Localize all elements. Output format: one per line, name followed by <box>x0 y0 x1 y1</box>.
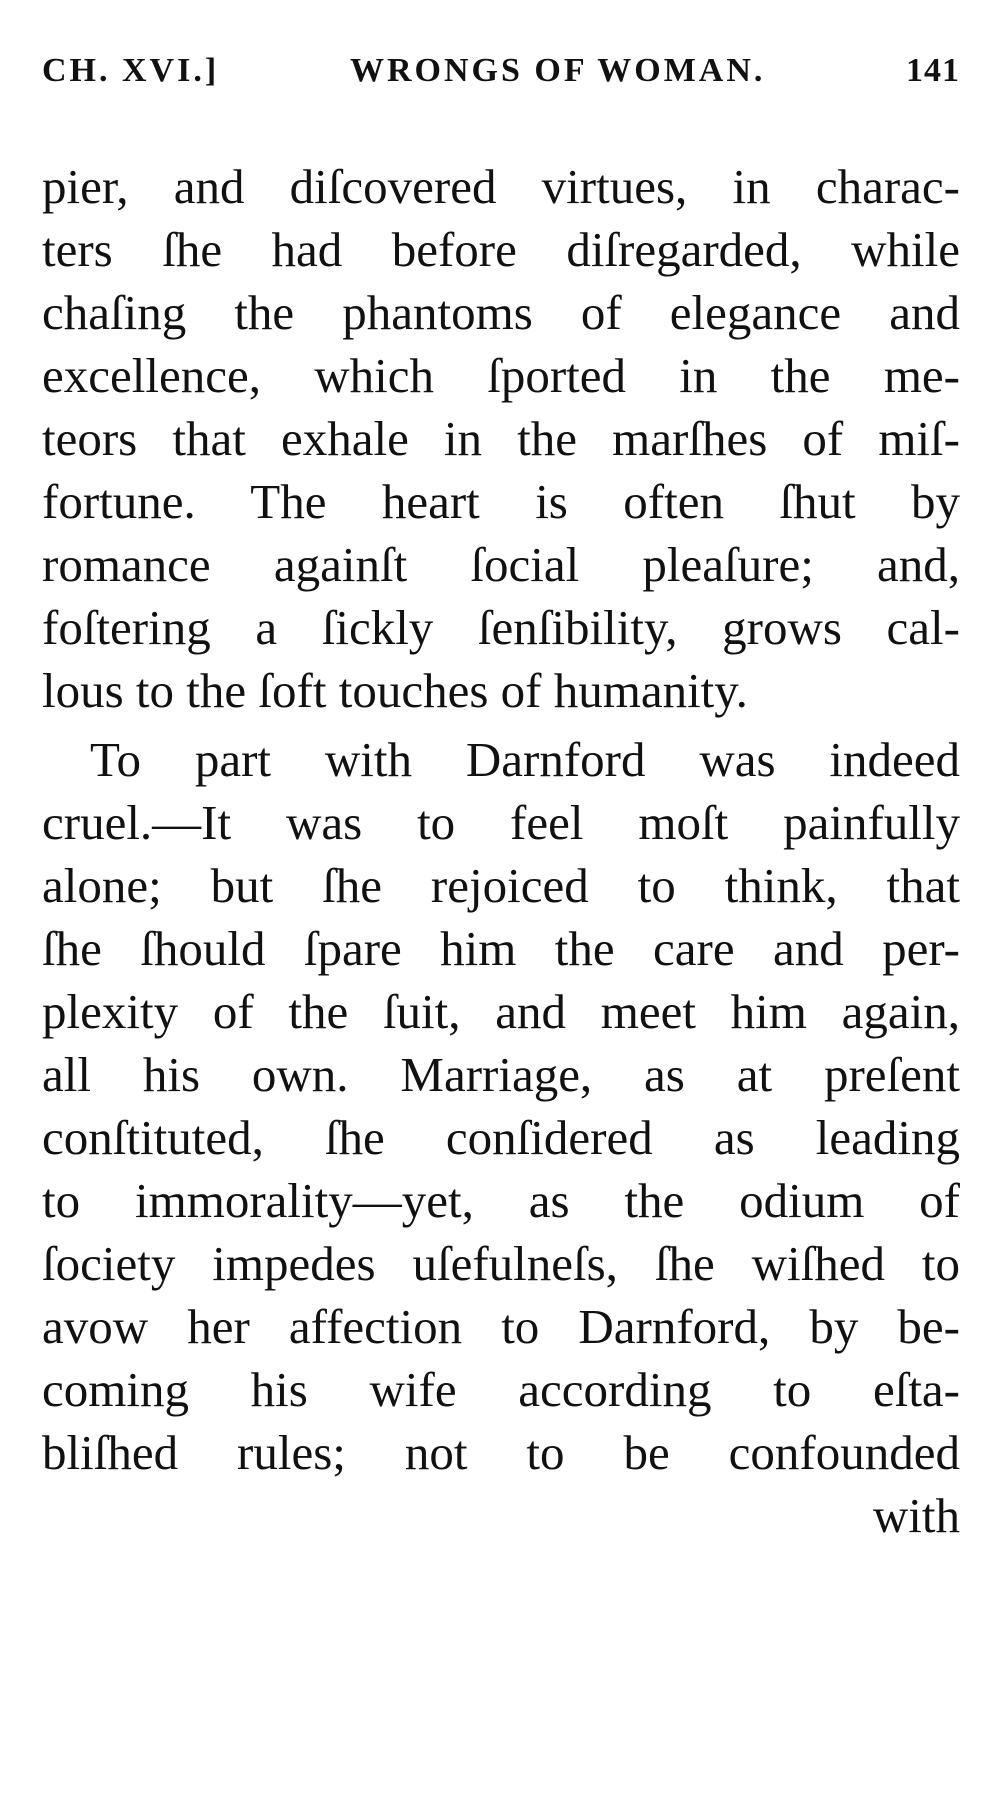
catchword: with <box>872 1488 960 1543</box>
text-line: lous to the ſoft touches of humanity. <box>42 663 748 718</box>
text-line: all his own. Marriage, as at preſent <box>42 1047 960 1102</box>
text-line: avow her affection to Darnford, by be- <box>42 1299 960 1354</box>
text-line: bliſhed rules; not to be confounded <box>42 1425 960 1480</box>
running-header <box>40 52 960 102</box>
text-line: conſtituted, ſhe conſidered as leading <box>42 1110 960 1165</box>
text-line: foſtering a ſickly ſenſibility, grows cal- <box>42 600 960 655</box>
chapter-label: CH. XVI.] <box>42 52 220 89</box>
text-line: pier, and diſcovered virtues, in charac- <box>42 159 960 214</box>
text-line: fortune. The heart is often ſhut by <box>42 474 960 529</box>
text-line: romance againſt ſocial pleaſure; and, <box>42 537 960 592</box>
text-line: ſhe ſhould ſpare him the care and per- <box>42 921 960 976</box>
page-number: 141 <box>906 52 960 89</box>
text-line: plexity of the ſuit, and meet him again, <box>42 984 960 1039</box>
paragraph-first-line: To part with Darnford was indeed <box>90 732 960 787</box>
text-line: excellence, which ſported in the me- <box>42 348 960 403</box>
text-line: to immorality—yet, as the odium of <box>42 1173 960 1228</box>
text-line: alone; but ſhe rejoiced to think, that <box>42 858 960 913</box>
text-line: chaſing the phantoms of elegance and <box>42 285 960 340</box>
text-line: teors that exhale in the marſhes of miſ- <box>42 411 960 466</box>
text-line: cruel.—It was to feel moſt painfully <box>42 795 960 850</box>
running-title: WRONGS OF WOMAN. <box>350 52 766 89</box>
text-line: ſociety impedes uſefulneſs, ſhe wiſhed to <box>42 1236 960 1291</box>
text-line: coming his wife according to eſta- <box>42 1362 960 1417</box>
text-line: ters ſhe had before diſregarded, while <box>42 222 960 277</box>
